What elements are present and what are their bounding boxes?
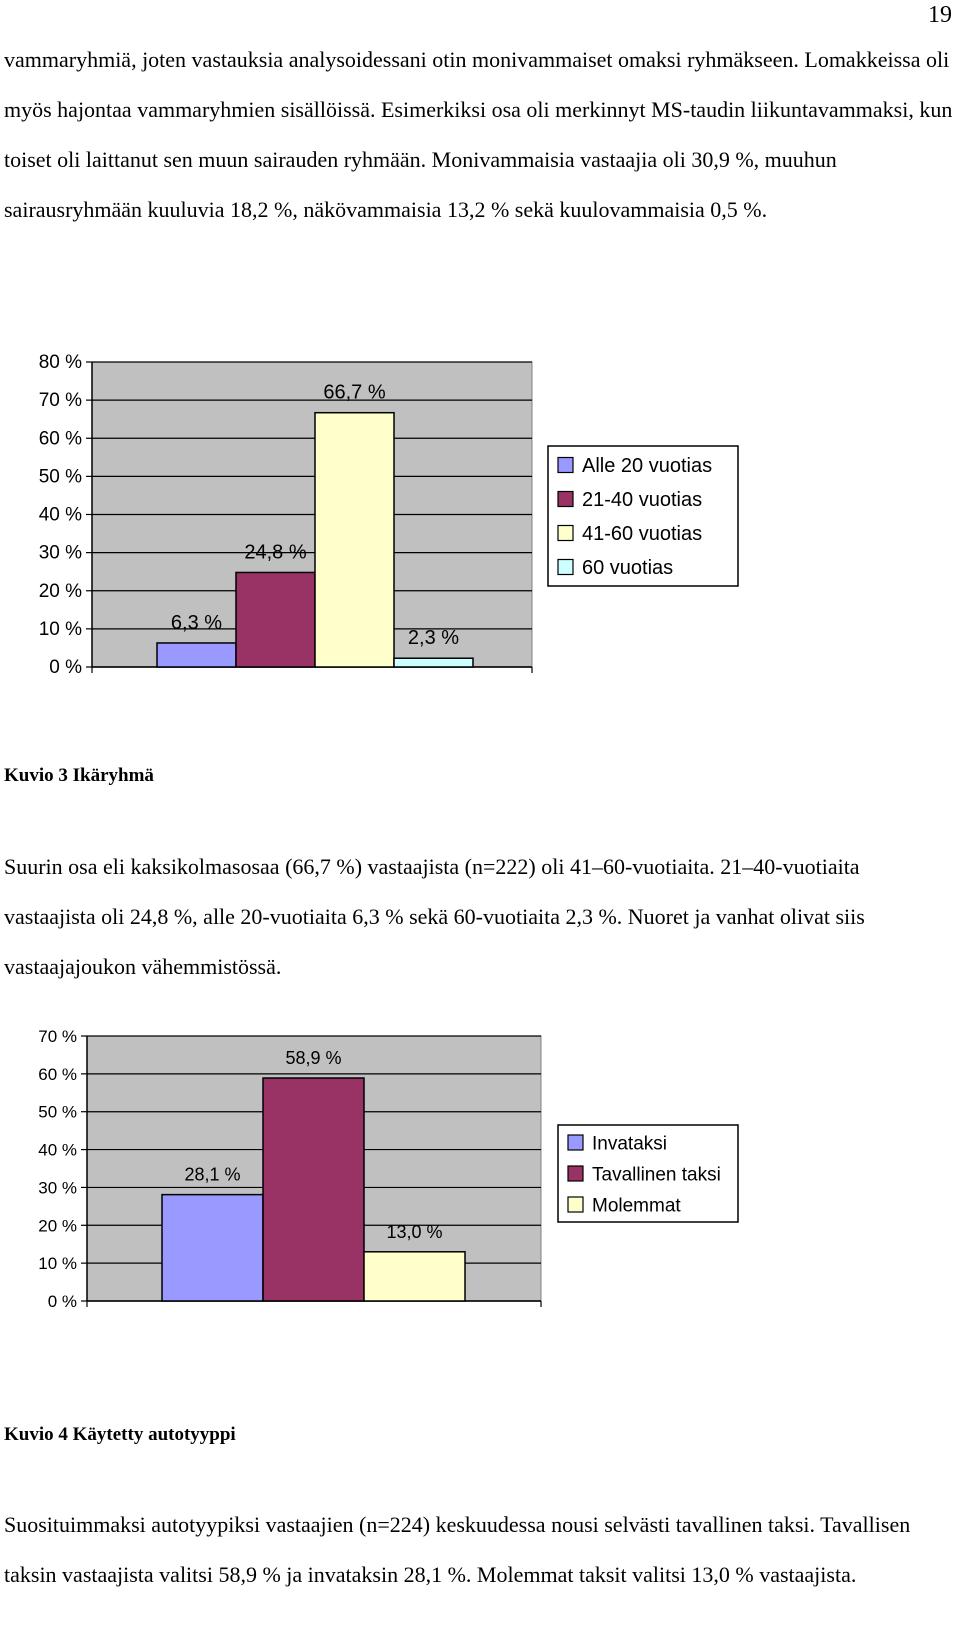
car-type-chart bbox=[0, 1027, 760, 1328]
y-tick-label-20: 20 % bbox=[38, 580, 82, 602]
y-tick-label-50: 50 % bbox=[38, 466, 82, 488]
data-label-tavallinen-taksi: 58,9 % bbox=[285, 1048, 342, 1069]
bar-molemmat bbox=[364, 1252, 465, 1301]
y-tick-label-0: 0 % bbox=[47, 1292, 77, 1311]
legend-swatch-60-vuotias bbox=[558, 560, 573, 575]
data-label-21-40-vuotias: 24,8 % bbox=[244, 541, 307, 564]
bar-21-40-vuotias bbox=[236, 572, 315, 667]
y-tick-label-80: 80 % bbox=[38, 352, 82, 373]
legend-swatch-invataksi bbox=[568, 1135, 583, 1150]
legend-swatch-21-40-vuotias bbox=[558, 492, 573, 507]
legend-label-molemmat: Molemmat bbox=[592, 1195, 681, 1217]
y-tick-label-60: 60 % bbox=[38, 1064, 77, 1084]
data-label-molemmat: 13,0 % bbox=[386, 1221, 443, 1242]
legend-swatch-41-60-vuotias bbox=[558, 526, 573, 541]
y-tick-label-10: 10 % bbox=[38, 1254, 77, 1274]
data-label-60-vuotias: 2,3 % bbox=[407, 627, 460, 650]
y-tick-label-60: 60 % bbox=[38, 428, 82, 450]
bar-alle-20-vuotias bbox=[157, 643, 236, 667]
paragraph-car-type-results: Suosituimmaksi autotyypiksi vastaajien (n=224) keskuudessa nousi selvästi tavallinen taksi. Tavallisen taksin vastaajista valitsi 58,9 % ja invataksin 28,1 %. Molemmat taksit valitsi 13,0 % vastaajista. bbox=[4, 1512, 911, 1587]
y-tick-label-40: 40 % bbox=[38, 504, 82, 526]
legend-swatch-molemmat bbox=[568, 1197, 583, 1212]
bar-60-vuotias bbox=[394, 658, 473, 667]
bar-invataksi bbox=[162, 1195, 263, 1301]
legend-swatch-alle-20-vuotias bbox=[558, 458, 573, 473]
legend-label-60-vuotias: 60 vuotias bbox=[582, 557, 674, 579]
legend-label-tavallinen-taksi: Tavallinen taksi bbox=[592, 1164, 721, 1186]
y-tick-label-70: 70 % bbox=[38, 1027, 77, 1046]
bar-41-60-vuotias bbox=[315, 413, 394, 667]
page-number: 19 bbox=[928, 2, 952, 28]
paragraph-age-results: Suurin osa eli kaksikolmasosaa (66,7 %) vastaajista (n=222) oli 41–60-vuotiaita. 21–40-vuotiaita vastaajista oli 24,8 %, alle 20-vuotiaita 6,3 % sekä 60-vuotiaita 2,3 %. Nuoret ja vanhat olivat siis vastaajajoukon vähemmistössä. bbox=[4, 854, 865, 979]
data-label-alle-20-vuotias: 6,3 % bbox=[170, 611, 223, 634]
bar-tavallinen-taksi bbox=[263, 1078, 364, 1301]
figure-caption-car-type: Kuvio 4 Käytetty autotyyppi bbox=[4, 1424, 236, 1445]
legend-label-alle-20-vuotias: Alle 20 vuotias bbox=[582, 455, 713, 477]
legend-label-41-60-vuotias: 41-60 vuotias bbox=[582, 523, 703, 545]
y-tick-label-50: 50 % bbox=[38, 1102, 77, 1122]
legend-label-21-40-vuotias: 21-40 vuotias bbox=[582, 489, 703, 511]
y-tick-label-30: 30 % bbox=[38, 1178, 77, 1198]
legend-label-invataksi: Invataksi bbox=[592, 1133, 667, 1155]
y-tick-label-40: 40 % bbox=[38, 1140, 77, 1160]
y-tick-label-10: 10 % bbox=[38, 618, 82, 640]
data-label-invataksi: 28,1 % bbox=[184, 1164, 241, 1185]
paragraph-disability-groups: vammaryhmiä, joten vastauksia analysoidessani otin monivammaiset omaksi ryhmäkseen. Lomakkeissa oli myös hajontaa vammaryhmien sisällöissä. Esimerkiksi osa oli merkinnyt MS-taudin liikuntavammaksi, kun toiset oli laittanut sen muun sairauden ryhmään. Monivammaisia vastaajia oli 30,9 %, muuhun sairausryhmään kuuluvia 18,2 %, näkövammaisia 13,2 % sekä kuulovammaisia 0,5 %. bbox=[4, 47, 953, 222]
figure-caption-age-group: Kuvio 3 Ikäryhmä bbox=[4, 765, 154, 786]
y-tick-label-20: 20 % bbox=[38, 1216, 77, 1236]
y-tick-label-30: 30 % bbox=[38, 542, 82, 564]
y-tick-label-0: 0 % bbox=[49, 657, 82, 678]
legend-swatch-tavallinen-taksi bbox=[568, 1166, 583, 1181]
age-group-chart bbox=[0, 352, 760, 690]
data-label-41-60-vuotias: 66,7 % bbox=[323, 381, 386, 404]
y-tick-label-70: 70 % bbox=[38, 390, 82, 412]
